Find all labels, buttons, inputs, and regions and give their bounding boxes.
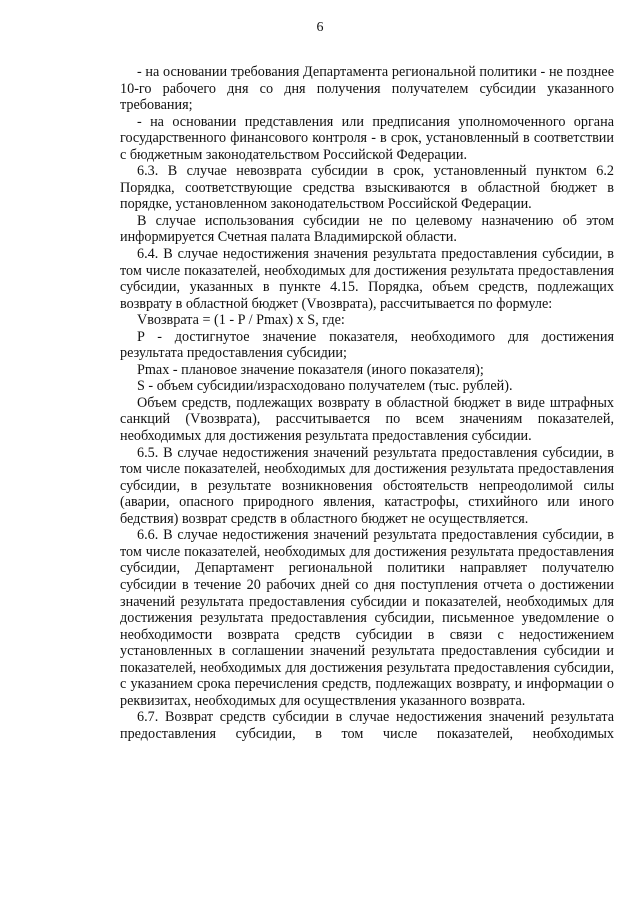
paragraph-requirement-deadline: - на основании требования Департамента региональной политики - не позднее 10-го рабочего дня со дня получения получателем субсидии указанного требования; bbox=[120, 64, 614, 114]
paragraph-6-6: 6.6. В случае недостижения значений результата предоставления субсидии, в том числе показателей, необходимых для достижения результата предоставления субсидии, Департамент региональной политики направляет получателю субсидии в течение 20 рабочих дней со дня поступления отчета о достижении значений результата предоставления субсидии и показателей, необходимых для достижения результата предоставления субсидии, письменное уведомление о необходимости возврата средств субсидии в связи с недостижением установленных в соглашении значений результата предоставления субсидии и показателей, необходимых для достижения результата предоставления субсидии, с указанием срока перечисления средств, подлежащих возврату, и информации о реквизитах, необходимых для осуществления указанного возврата. bbox=[120, 527, 614, 709]
paragraph-penalty-volume: Объем средств, подлежащих возврату в областной бюджет в виде штрафных санкций (Vвозврата), рассчитывается по всем значениям показателей, необходимых для достижения результата предоставления субсидии. bbox=[120, 394, 614, 445]
formula-definition-pmax: Pmax - плановое значение показателя (иного показателя); bbox=[137, 361, 484, 378]
paragraph-6-4: 6.4. В случае недостижения значения результата предоставления субсидии, в том числе показателей, необходимых для достижения результата предоставления субсидии, указанных в пункте 4.15. Порядка, объем средств, подлежащих возврату в областной бюджет (Vвозврата), рассчитывается по формуле: bbox=[120, 246, 614, 312]
formula-definition-s: S - объем субсидии/израсходовано получателем (тыс. рублей). bbox=[137, 378, 513, 395]
paragraph-6-7: 6.7. Возврат средств субсидии в случае недостижения значений результата предоставления субсидии, в том числе показателей, необходимых bbox=[120, 709, 614, 742]
page-number: 6 bbox=[316, 20, 324, 35]
paragraph-6-5: 6.5. В случае недостижения значений результата предоставления субсидии, в том числе показателей, необходимых для достижения результата предоставления субсидии, в результате возникновения обстоятельств непреодолимой силы (аварии, опасного природного явления, катастрофы, стихийного или иного бедствия) возврат средств в областного бюджет не осуществляется. bbox=[120, 444, 614, 527]
formula-definition-p: P - достигнутое значение показателя, необходимого для достижения результата предоставления субсидии; bbox=[120, 328, 614, 362]
document-body bbox=[120, 64, 614, 742]
formula-line: Vвозврата = (1 - P / Pmax) x S, где: bbox=[137, 312, 345, 329]
paragraph-financial-control: - на основании представления или предписания уполномоченного органа государственного финансового контроля - в срок, установленный в соответствии с бюджетным законодательством Российской Федерации. bbox=[120, 113, 614, 163]
paragraph-misuse-notice: В случае использования субсидии не по целевому назначению об этом информируется Счетная палата Владимирской области. bbox=[120, 212, 614, 246]
paragraph-6-3: 6.3. В случае невозврата субсидии в срок, установленный пунктом 6.2 Порядка, соответствующие средства взыскиваются в областной бюджет в порядке, установленном законодательством Российской Федерации. bbox=[120, 163, 614, 213]
